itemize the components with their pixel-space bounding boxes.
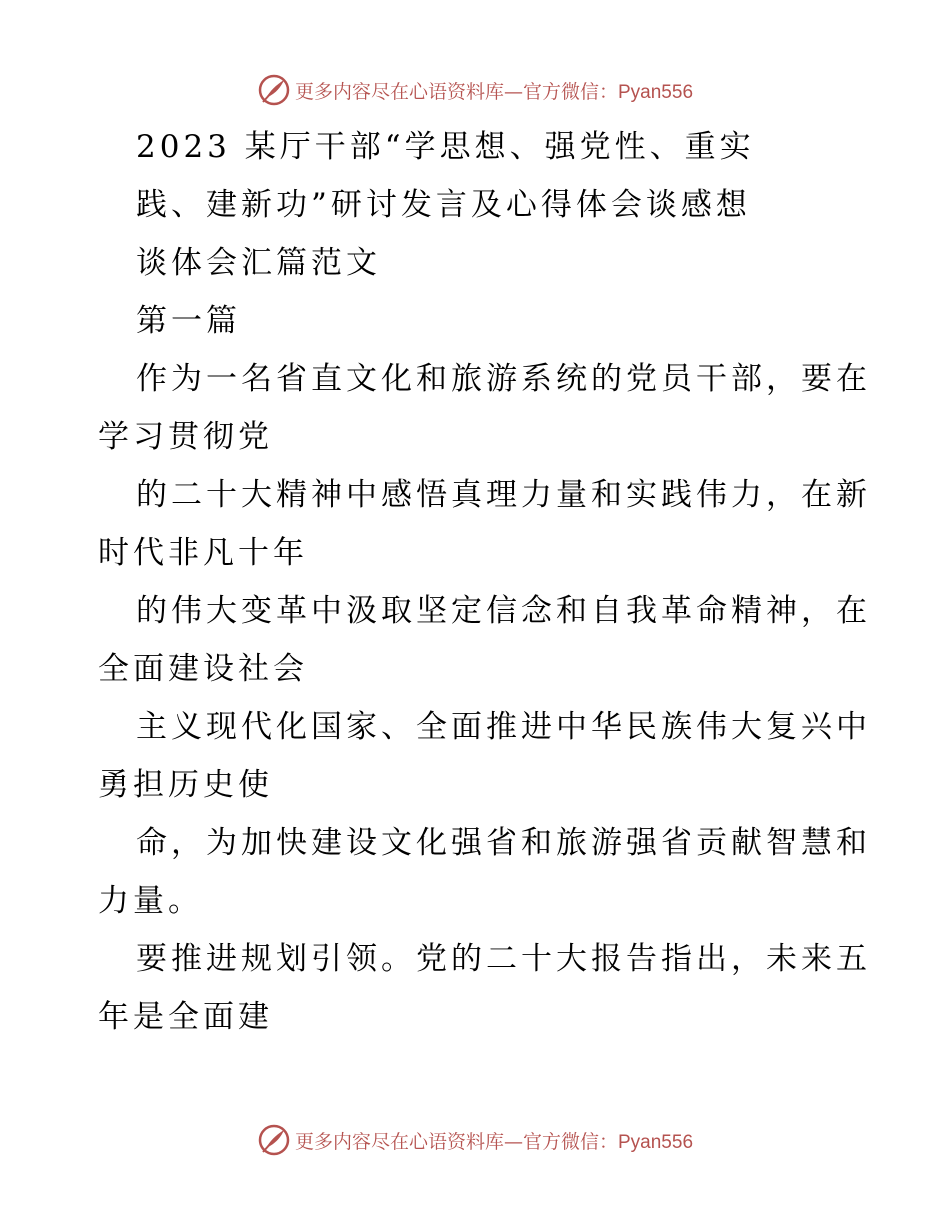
paragraph-line: 要推进规划引领。党的二十大报告指出，未来五 <box>136 941 871 977</box>
paragraph-line: 的二十大精神中感悟真理力量和实践伟力，在新 <box>136 477 871 513</box>
paragraph-line: 作为一名省直文化和旅游系统的党员干部，要在 <box>136 361 871 397</box>
paragraph-line: 全面建设社会 <box>98 651 308 687</box>
footer-watermark <box>0 1120 950 1160</box>
section-heading: 第一篇 <box>136 303 241 339</box>
paragraph-line: 主义现代化国家、全面推进中华民族伟大复兴中 <box>136 709 871 745</box>
paragraph-line: 时代非凡十年 <box>98 535 308 571</box>
paragraph-line: 命，为加快建设文化强省和旅游强省贡献智慧和 <box>136 825 871 861</box>
paragraph-line: 力量。 <box>98 883 203 919</box>
title-line-1: 2023 某厅干部“学思想、强党性、重实 <box>136 129 755 165</box>
document-body <box>98 118 871 1046</box>
paragraph-line: 的伟大变革中汲取坚定信念和自我革命精神，在 <box>136 593 871 629</box>
feather-circle-logo-icon <box>257 1123 291 1157</box>
paragraph <box>98 350 871 1046</box>
watermark-contact: Pyan556 <box>618 81 694 103</box>
paragraph-line: 勇担历史使 <box>98 767 273 803</box>
watermark-text: 更多内容尽在心语资料库—官方微信：Pyan556 <box>294 80 694 103</box>
title-line-3: 谈体会汇篇范文 <box>136 245 381 281</box>
watermark-text: 更多内容尽在心语资料库—官方微信：Pyan556 <box>294 1130 694 1153</box>
paragraph-line: 学习贯彻党 <box>98 419 273 455</box>
feather-circle-logo-icon <box>257 73 291 107</box>
header-watermark <box>0 70 950 110</box>
paragraph-line: 年是全面建 <box>98 999 273 1035</box>
watermark-contact: Pyan556 <box>618 1131 694 1153</box>
title-line-2: 践、建新功”研讨发言及心得体会谈感想 <box>136 187 751 223</box>
